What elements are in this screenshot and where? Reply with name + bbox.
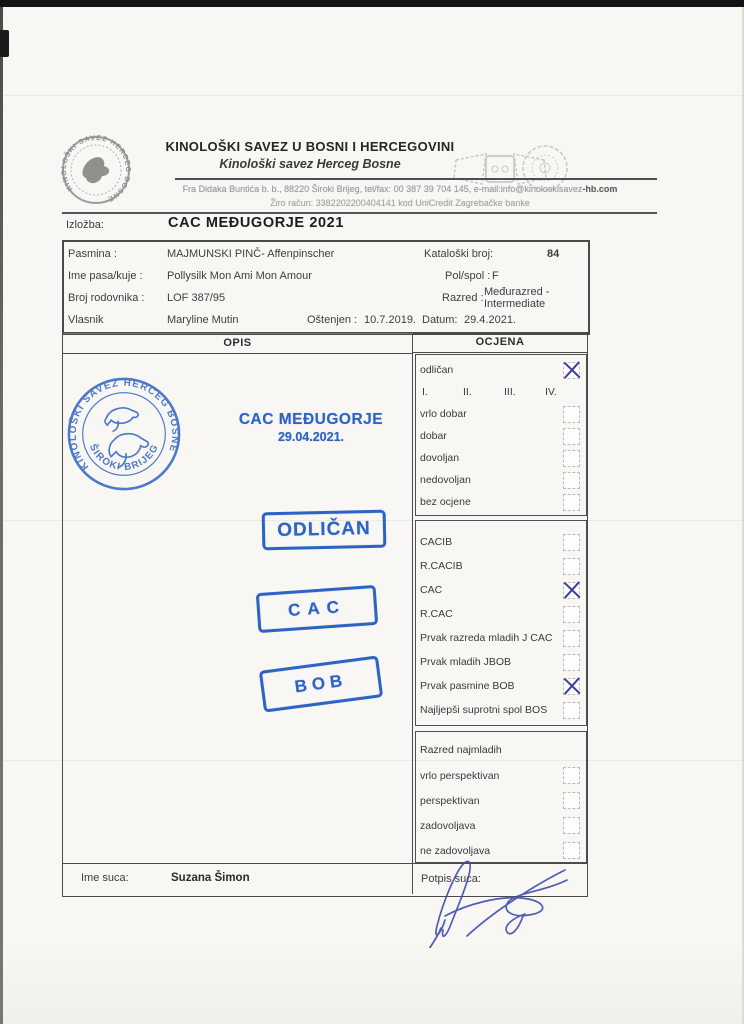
- grade-row: [416, 403, 586, 425]
- kennel-club-seal-icon: [60, 134, 132, 206]
- baby-grade-row: [416, 763, 586, 788]
- grade-label: dobar: [420, 430, 447, 442]
- svg-text:ŠIROKI BRIJEG: ŠIROKI BRIJEG: [86, 442, 162, 474]
- class-value-line2: Intermediate: [484, 298, 546, 310]
- title-label: Najljepši suprotni spol BOS: [420, 704, 548, 716]
- grade-section: [415, 354, 587, 516]
- class-value-line1: Međurazred -: [484, 286, 550, 298]
- grade-label: vrlo dobar: [420, 408, 467, 420]
- svg-text:KINOLOŠKI SAVEZ HERCEG BOSNE: KINOLOŠKI SAVEZ HERCEG BOSNE: [60, 134, 132, 203]
- grade-row: [416, 469, 586, 491]
- dog-name-value: Pollysilk Mon Ami Mon Amour: [167, 270, 312, 282]
- breed-label: Pasmina :: [68, 248, 117, 260]
- title-checkbox[interactable]: [563, 558, 580, 575]
- title-checkbox[interactable]: [563, 534, 580, 551]
- dog-info-box: [62, 240, 590, 335]
- title-label: Prvak razreda mladih J CAC: [420, 632, 553, 644]
- grade-row: [416, 491, 586, 513]
- paper-fold-line: [0, 95, 744, 96]
- baby-class-header: Razred najmladih: [420, 744, 502, 756]
- title-row: [416, 698, 586, 722]
- title-checkbox[interactable]: [563, 678, 580, 695]
- title-section: [415, 520, 587, 726]
- catalog-number-value: 84: [547, 248, 560, 260]
- grade-label: odličan: [420, 364, 454, 376]
- title-checkbox[interactable]: [563, 654, 580, 671]
- title-label: R.CAC: [420, 608, 453, 620]
- grade-checkbox[interactable]: [563, 450, 580, 467]
- date-value: 29.4.2021.: [464, 314, 516, 326]
- title-checkbox[interactable]: [563, 630, 580, 647]
- judge-signature: [415, 848, 590, 948]
- title-row: [416, 650, 586, 674]
- title-row: [416, 602, 586, 626]
- pedigree-value: LOF 387/95: [167, 292, 226, 304]
- signature-label: Potpis suca:: [421, 873, 481, 885]
- placement-numerals-row: [416, 381, 586, 403]
- date-label: Datum:: [422, 314, 458, 326]
- baby-grade-checkbox[interactable]: [563, 792, 580, 809]
- scan-top-edge: [0, 0, 744, 7]
- baby-grade-label: perspektivan: [420, 794, 480, 807]
- header-divider: [175, 178, 657, 180]
- grade-row: [416, 447, 586, 469]
- title-row: [416, 530, 586, 554]
- title-label: Prvak mladih JBOB: [420, 656, 512, 668]
- pedigree-label: Broj rodovnika :: [68, 292, 145, 304]
- bob-title-stamp: BOB: [259, 655, 383, 712]
- judge-name-cell: [63, 863, 413, 894]
- placement-numeral: IV.: [545, 386, 557, 398]
- catalog-number-label: Kataloški broj:: [424, 248, 494, 260]
- title-label: CAC: [420, 584, 443, 596]
- title-label: Prvak pasmine BOB: [420, 680, 515, 692]
- placement-numeral: III.: [504, 386, 516, 398]
- title-checkbox[interactable]: [563, 582, 580, 599]
- org-bank-account: Žiro račun: 3382202200404141 kod UniCredit Zagrebačke banke: [270, 198, 530, 208]
- description-cell: [63, 353, 413, 863]
- header-divider-bottom: [62, 212, 657, 214]
- grade-column-header: OCJENA: [413, 333, 587, 353]
- show-name: CAC MEĐUGORJE 2021: [168, 215, 344, 231]
- breed-value: MAJMUNSKI PINČ- Affenpinscher: [167, 248, 335, 260]
- owner-label: Vlasnik: [68, 314, 104, 326]
- class-label: Razred :: [442, 292, 484, 304]
- sex-label: Pol/spol :: [445, 270, 491, 282]
- title-checkbox[interactable]: [563, 606, 580, 623]
- whelped-label: Oštenjen :: [307, 314, 358, 326]
- judging-table: [62, 332, 588, 897]
- grade-checkbox[interactable]: [563, 406, 580, 423]
- grade-checkbox[interactable]: [563, 362, 580, 379]
- grade-checkbox[interactable]: [563, 494, 580, 511]
- placement-numeral: II.: [463, 386, 472, 398]
- description-column-header: OPIS: [63, 333, 413, 354]
- event-stamp-date: 29.04.2021.: [277, 430, 345, 444]
- title-row: [416, 554, 586, 578]
- placement-numeral: I.: [422, 386, 428, 398]
- title-label: CACIB: [420, 536, 453, 548]
- baby-grade-row: [416, 788, 586, 813]
- grade-label: nedovoljan: [420, 474, 471, 486]
- baby-class-section: [415, 731, 587, 863]
- judge-name-value: Suzana Šimon: [171, 872, 250, 884]
- scan-binder-mark: [0, 30, 9, 57]
- whelped-value: 10.7.2019.: [364, 314, 416, 326]
- cac-title-stamp: CAC: [256, 585, 378, 633]
- baby-grade-checkbox[interactable]: [563, 767, 580, 784]
- scan-left-edge: [0, 7, 3, 1024]
- grade-row: [416, 425, 586, 447]
- title-checkbox[interactable]: [563, 702, 580, 719]
- title-row: [416, 674, 586, 698]
- grade-label: bez ocjene: [420, 496, 471, 508]
- title-label: R.CACIB: [420, 560, 463, 572]
- judge-name-label: Ime suca:: [81, 872, 129, 884]
- grade-row: [416, 359, 586, 381]
- scan-shadow: [0, 940, 744, 1024]
- grade-checkbox[interactable]: [563, 428, 580, 445]
- org-address: Fra Didaka Buntića b. b., 88220 Široki Brijeg, tel/fax: 00 387 39 704 145, e-mail:info@kinoloskisavez-hb.com: [182, 184, 618, 194]
- title-row: [416, 626, 586, 650]
- excellent-grade-stamp: ODLIČAN: [262, 510, 387, 551]
- title-row: [416, 578, 586, 602]
- show-label: Izložba:: [66, 219, 104, 231]
- event-stamp-title: CAC MEĐUGORJE: [238, 411, 384, 428]
- grade-label: dovoljan: [420, 452, 460, 464]
- baby-grade-label: ne zadovoljava: [420, 844, 491, 857]
- baby-grade-row: [416, 813, 586, 838]
- owner-value: Maryline Mutin: [167, 314, 239, 326]
- club-round-stamp: [65, 375, 183, 493]
- org-title: KINOLOŠKI SAVEZ U BOSNI I HERCEGOVINI: [165, 139, 455, 154]
- grade-checkbox[interactable]: [563, 472, 580, 489]
- svg-text:KINOLOŠKI SAVEZ HERCEG BOSNE: KINOLOŠKI SAVEZ HERCEG BOSNE: [67, 377, 181, 473]
- sex-value: F: [492, 270, 499, 282]
- org-subtitle: Kinološki savez Herceg Bosne: [219, 157, 401, 171]
- dog-name-label: Ime pasa/kuje :: [68, 270, 143, 282]
- baby-grade-label: vrlo perspektivan: [420, 769, 500, 782]
- baby-grade-checkbox[interactable]: [563, 817, 580, 834]
- baby-grade-label: zadovoljava: [420, 819, 476, 832]
- event-date-stamp: [231, 411, 391, 444]
